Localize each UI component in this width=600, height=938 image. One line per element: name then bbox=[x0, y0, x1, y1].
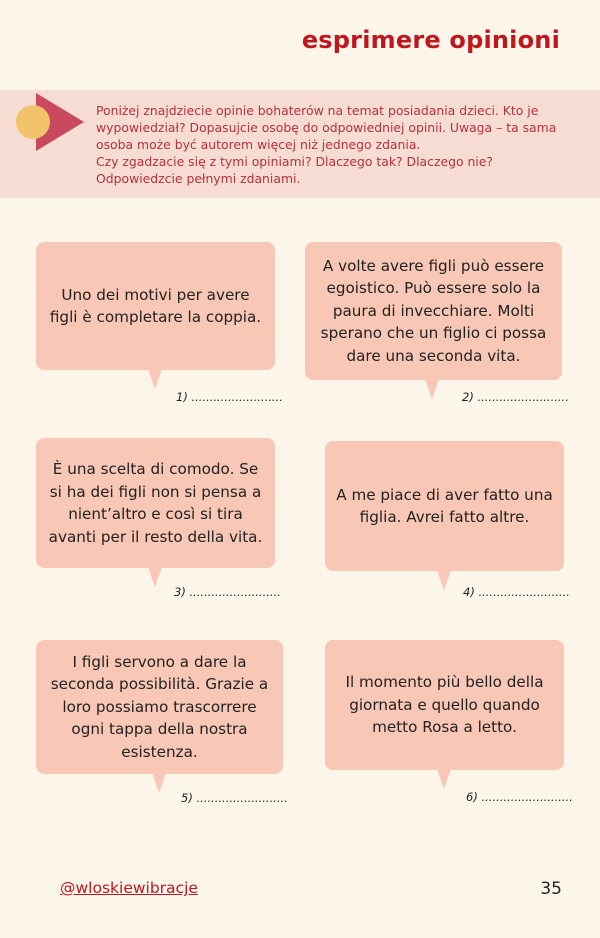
instruction-line-1: Poniżej znajdziecie opinie bohaterów na temat posiadania dzieci. Kto je wypowiedział? Dopasujcie osobę do odpowiedniej opinii. Uwaga – ta sama osoba może być autorem więcej niż jednego zdania. bbox=[96, 103, 557, 152]
answer-blank-2[interactable]: 2) ......................... bbox=[462, 390, 569, 404]
opinion-text: A me piace di aver fatto una figlia. Avrei fatto altre. bbox=[336, 485, 553, 526]
page-title: esprimere opinioni bbox=[301, 26, 560, 54]
opinion-text: Il momento più bello della giornata e quello quando metto Rosa a letto. bbox=[345, 673, 544, 737]
answer-blank-6[interactable]: 6) ......................... bbox=[466, 790, 573, 804]
speech-bubble-6 bbox=[325, 640, 564, 770]
play-triangle-circle-icon bbox=[14, 93, 84, 151]
opinion-text: Uno dei motivi per avere figli è completare la coppia. bbox=[49, 285, 262, 326]
answer-blank-3[interactable]: 3) ......................... bbox=[174, 585, 281, 599]
opinion-text: I figli servono a dare la seconda possibilità. Grazie a loro possiamo trascorrere ogni tappa della nostra esistenza. bbox=[50, 652, 269, 761]
opinion-text: È una scelta di comodo. Se si ha dei figli non si pensa a nient’altro e così si tira avanti per il resto della vita. bbox=[48, 460, 263, 546]
instruction-text bbox=[96, 102, 581, 187]
speech-bubble-1 bbox=[36, 242, 275, 370]
speech-bubble-5 bbox=[36, 640, 283, 774]
opinion-text: A volte avere figli può essere egoistico. Può essere solo la paura di invecchiare. Molti sperano che un figlio ci possa dare una seconda vita. bbox=[320, 256, 547, 365]
answer-blank-4[interactable]: 4) ......................... bbox=[463, 585, 570, 599]
speech-bubble-2 bbox=[305, 242, 562, 380]
speech-bubble-4 bbox=[325, 441, 564, 571]
speech-bubble-3 bbox=[36, 438, 275, 568]
instagram-handle-link[interactable]: @wloskiewibracje bbox=[60, 879, 198, 897]
page-number: 35 bbox=[540, 879, 562, 899]
answer-blank-5[interactable]: 5) ......................... bbox=[181, 791, 288, 805]
instruction-line-2: Czy zgadzacie się z tymi opiniami? Dlaczego tak? Dlaczego nie? Odpowiedzcie pełnymi zdaniami. bbox=[96, 154, 493, 186]
answer-blank-1[interactable]: 1) ......................... bbox=[176, 390, 283, 404]
